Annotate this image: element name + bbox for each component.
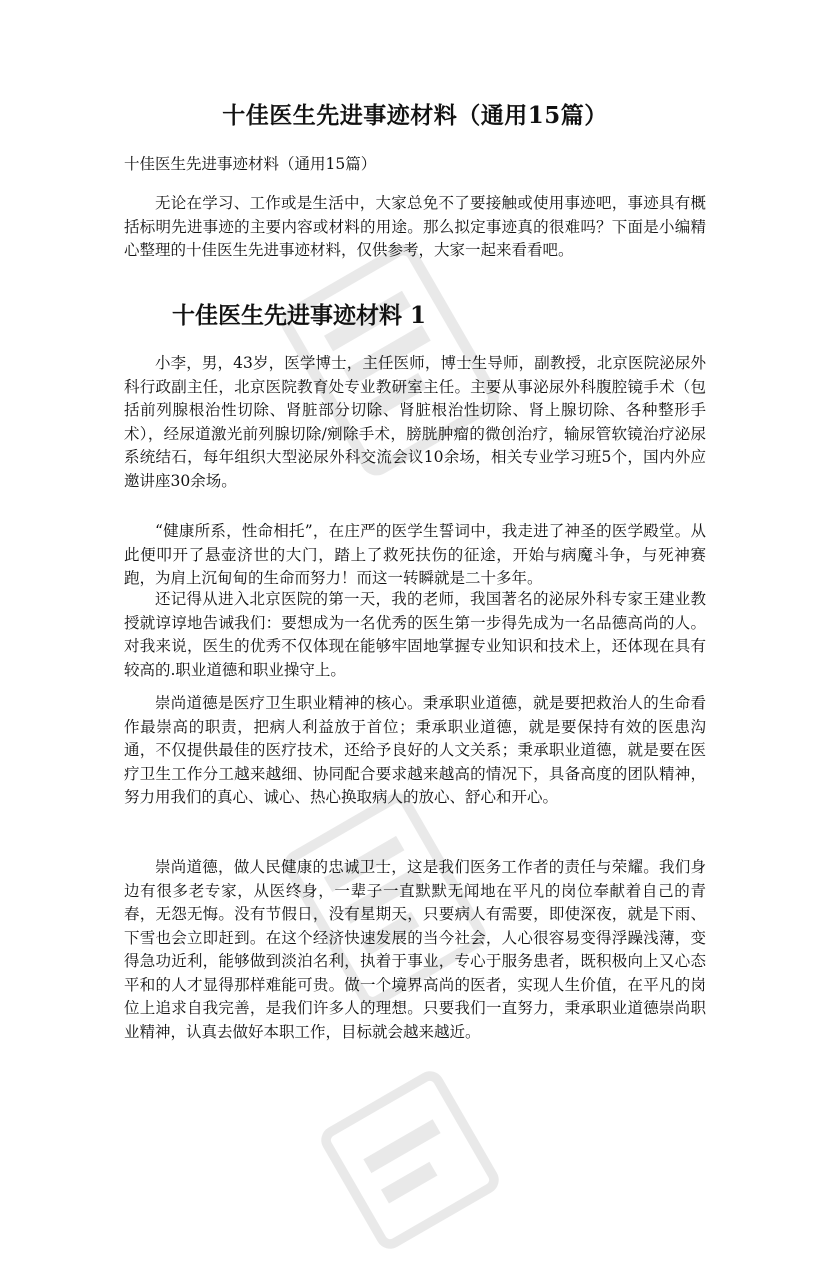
body-paragraph: 还记得从进入北京医院的第一天，我的老师，我国著名的泌尿外科专家王建业教授就谆谆地告诫我们：要想成为一名优秀的医生第一步得先成为一名品德高尚的人。对我来说，医生的优秀不仅体现在能够牢固地掌握专业知识和技术上，还体现在具有较高的.职业道德和职业操守上。 bbox=[124, 590, 706, 679]
body-paragraph: “健康所系，性命相托”，在庄严的医学生誓词中，我走进了神圣的医学殿堂。从此便叩开了悬壶济世的大门，踏上了救死扶伤的征途，开始与病魔斗争，与死神赛跑，为肩上沉甸甸的生命而努力！而这一转瞬就是二十多年。 bbox=[124, 522, 706, 587]
document-title: 十佳医生先进事迹材料（通用15篇） bbox=[222, 102, 608, 129]
watermark-stamp-icon bbox=[301, 1051, 520, 1269]
body-paragraph: 小李，男，43岁，医学博士，主任医师，博士生导师，副教授，北京医院泌尿外科行政副主任，北京医院教育处专业教研室主任。主要从事泌尿外科腹腔镜手术（包括前列腺根治性切除、肾脏部分切除、肾脏根治性切除、肾上腺切除、各种整形手术），经尿道激光前列腺切除/剜除手术，膀胱肿瘤的微创治疗，输尿管软镜治疗泌尿系统结石，每年组织大型泌尿外科交流会议10余场，相关专业学习班5个，国内外应邀讲座30余场。 bbox=[124, 354, 706, 490]
body-paragraph: 崇尚道德，做人民健康的忠诚卫士，这是我们医务工作者的责任与荣耀。我们身边有很多老专家，从医终身，一辈子一直默默无闻地在平凡的岗位奉献着自己的青春，无怨无悔。没有节假日，没有星期天，只要病人有需要，即使深夜，就是下雨、下雪也会立即赶到。在这个经济快速发展的当今社会，人心很容易变得浮躁浅薄，变得急功近利，能够做到淡泊名利，执着于事业，专心于服务患者，既积极向上又心态平和的人才显得那样难能可贵。做一个境界高尚的医者，实现人生价值，在平凡的岗位上追求自我完善，是我们许多人的理想。只要我们一直努力，秉承职业道德崇尚职业精神，认真去做好本职工作，目标就会越来越近。 bbox=[124, 858, 706, 1041]
body-paragraph: 崇尚道德是医疗卫生职业精神的核心。秉承职业道德，就是要把救治人的生命看作最崇高的职责，把病人利益放于首位；秉承职业道德，就是要保持有效的医患沟通，不仅提供最佳的医疗技术，还给予良好的人文关系；秉承职业道德，就是要在医疗卫生工作分工越来越细、协同配合要求越来越高的情况下，具备高度的团队精神，努力用我们的真心、诚心、热心换取病人的放心、舒心和开心。 bbox=[124, 694, 706, 806]
intro-paragraph: 无论在学习、工作或是生活中，大家总免不了要接触或使用事迹吧，事迹具有概括标明先进事迹的主要内容或材料的用途。那么拟定事迹真的很难吗？下面是小编精心整理的十佳医生先进事迹材料，仅供参考，大家一起来看看吧。 bbox=[124, 194, 706, 259]
section-heading: 十佳医生先进事迹材料 1 bbox=[172, 302, 427, 329]
document-subtitle: 十佳医生先进事迹材料（通用15篇） bbox=[124, 155, 377, 173]
